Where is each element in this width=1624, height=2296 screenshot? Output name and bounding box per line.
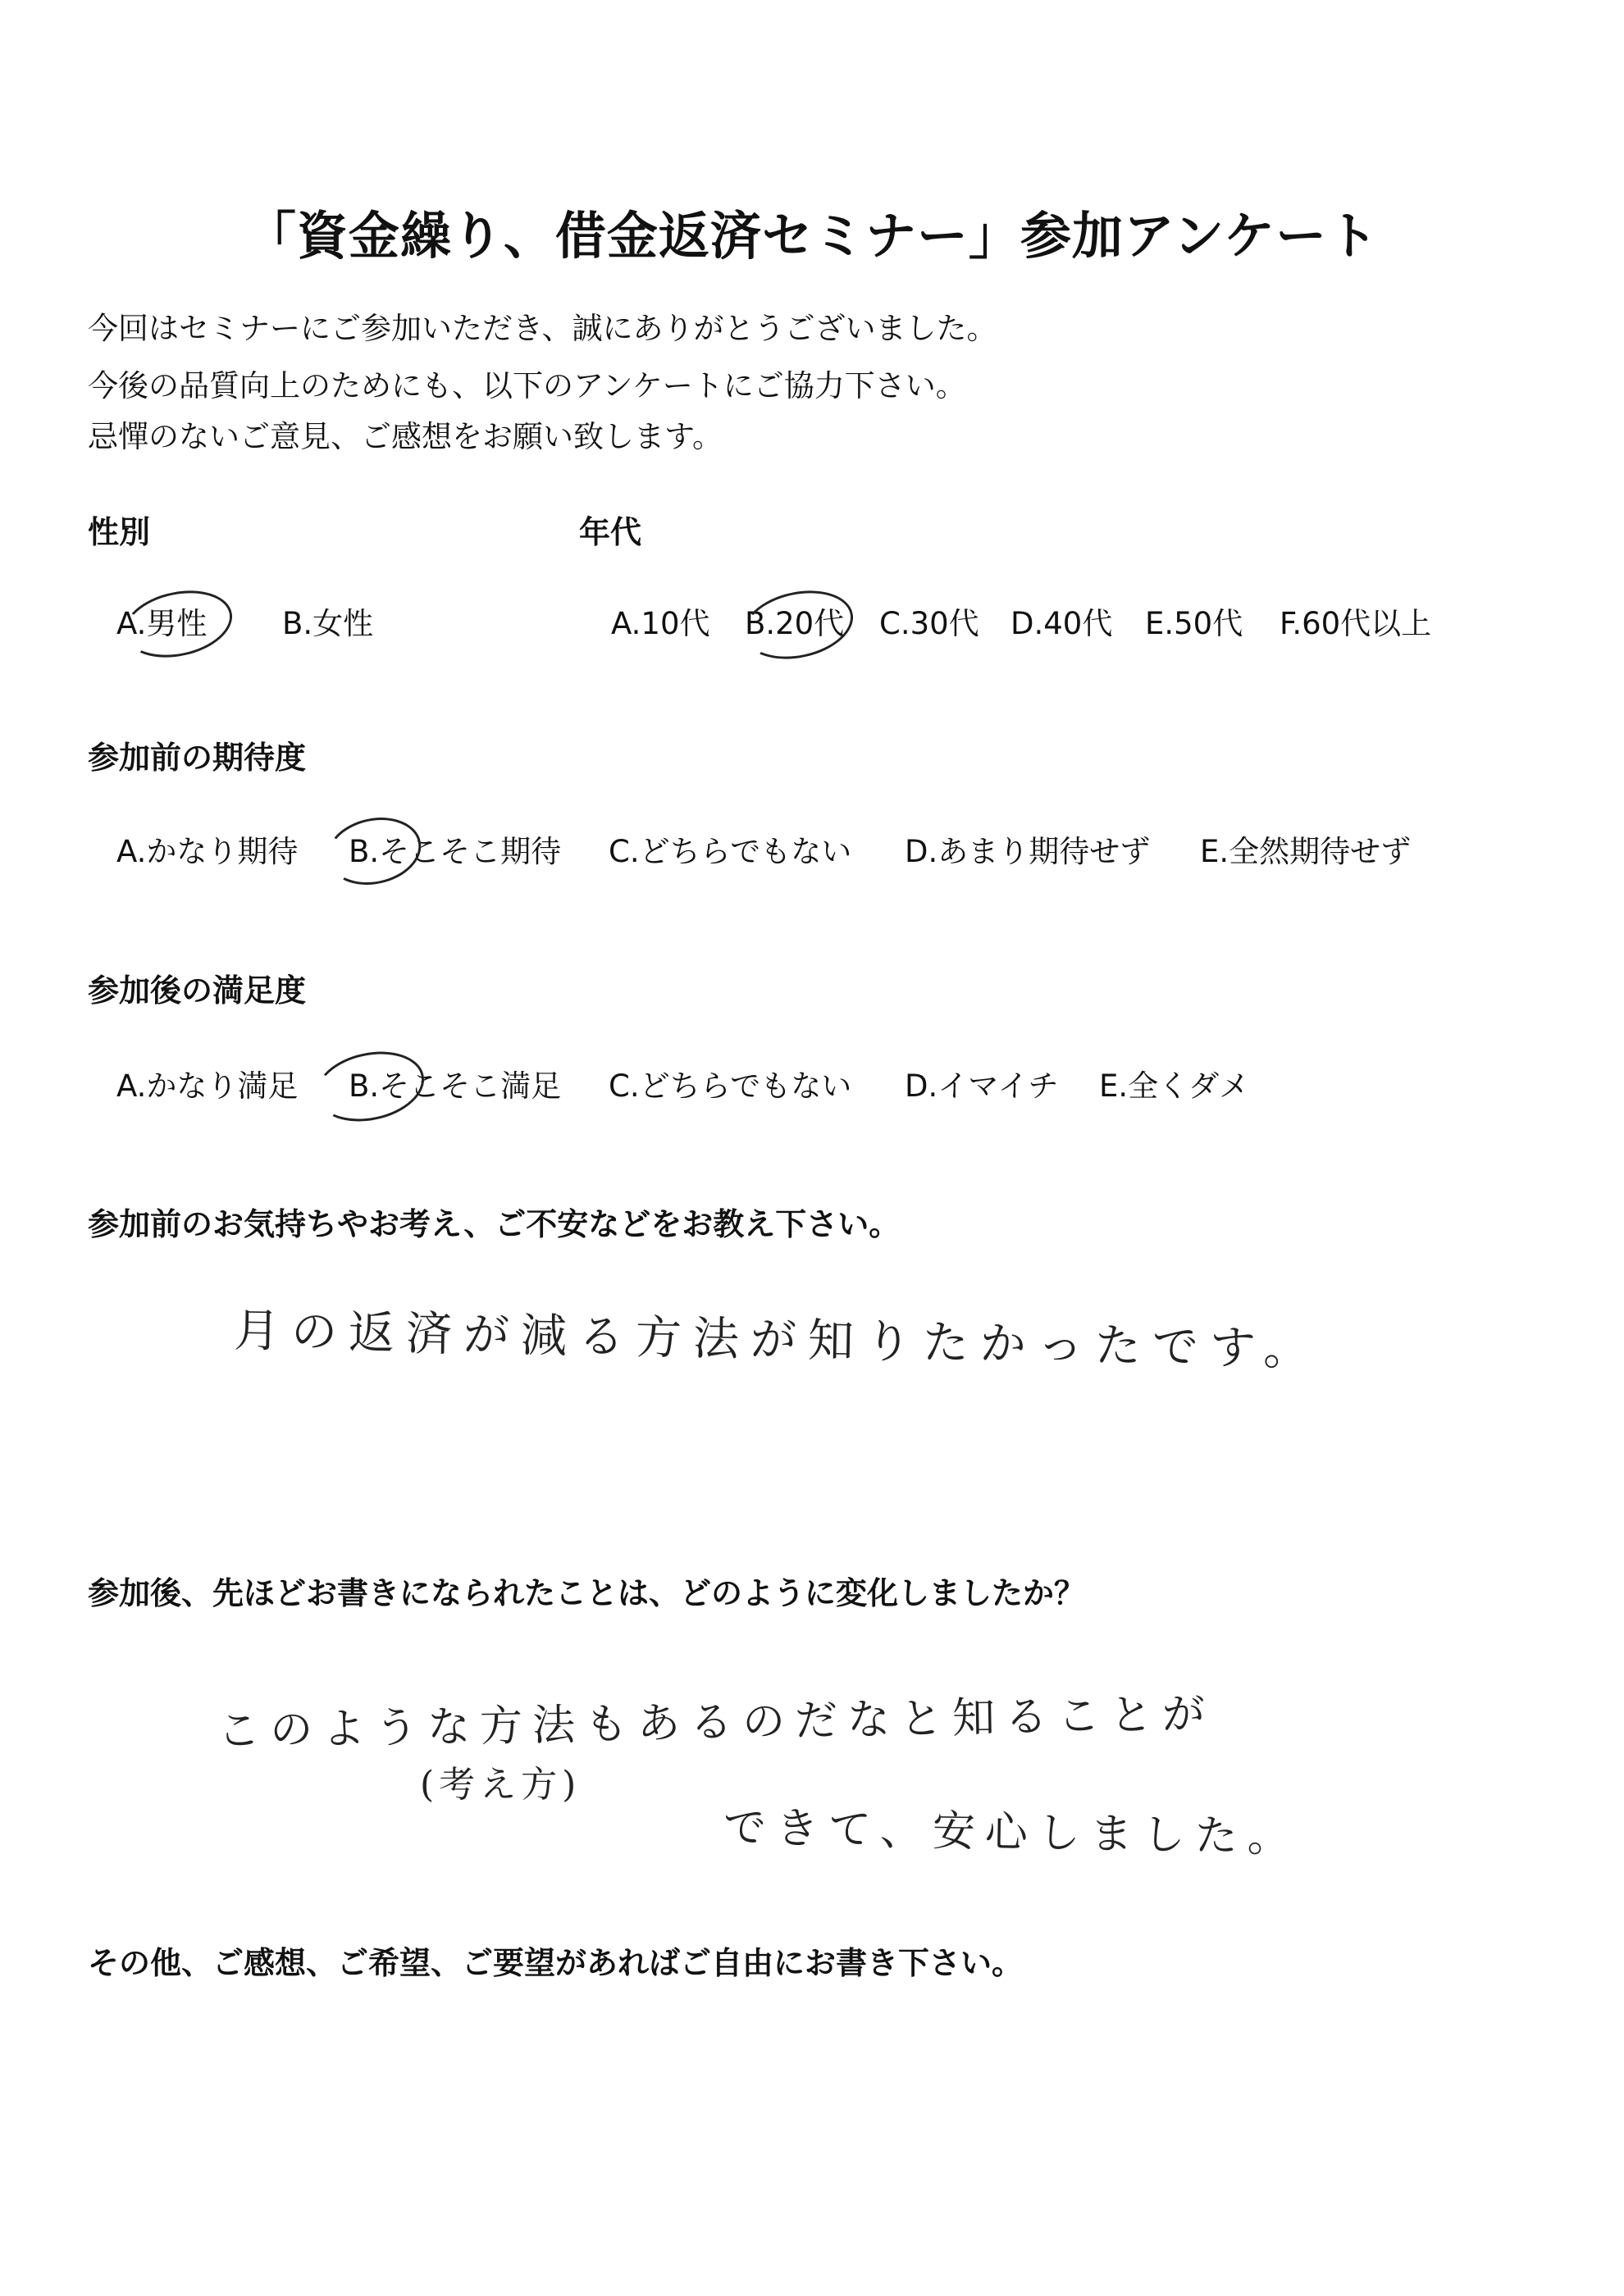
question-after-label: 参加後、先ほどお書きになられたことは、どのように変化しましたか？ xyxy=(88,1575,1086,1611)
answer-before-handwritten[interactable]: 月の返済が減る方法が知りたかったです。 xyxy=(233,1304,1321,1377)
selection-circle xyxy=(117,581,238,667)
satisfaction-option-d[interactable]: D.イマイチ xyxy=(905,1068,1059,1104)
selection-circle xyxy=(737,581,860,669)
age-option-60s-plus[interactable]: F.60代以上 xyxy=(1280,606,1432,641)
age-option-40s[interactable]: D.40代 xyxy=(1010,606,1113,641)
age-label: 年代 xyxy=(579,514,642,550)
intro-line-3: 忌憚のないご意見、ご感想をお願い致します。 xyxy=(88,419,723,454)
gender-label: 性別 xyxy=(88,514,151,550)
age-option-50s[interactable]: E.50代 xyxy=(1145,606,1243,641)
selection-circle xyxy=(309,1042,431,1131)
age-option-20s[interactable]: B.20代 xyxy=(745,606,845,641)
expectation-option-b[interactable]: B.そこそこ期待 xyxy=(349,834,562,869)
expectation-option-d[interactable]: D.あまり期待せず xyxy=(905,834,1151,869)
gender-option-male[interactable]: A.男性 xyxy=(116,606,208,641)
expectation-option-a[interactable]: A.かなり期待 xyxy=(116,834,299,869)
satisfaction-option-c[interactable]: C.どちらでもない xyxy=(609,1068,852,1104)
age-option-10s[interactable]: A.10代 xyxy=(611,606,710,641)
answer-after-line-1[interactable]: このような方法もあるのだなと知ることが xyxy=(217,1689,1216,1756)
satisfaction-option-a[interactable]: A.かなり満足 xyxy=(116,1068,299,1104)
answer-after-note: (考え方) xyxy=(420,1764,582,1806)
selection-circle xyxy=(321,809,427,893)
age-option-30s[interactable]: C.30代 xyxy=(879,606,979,641)
satisfaction-label: 参加後の満足度 xyxy=(88,973,307,1009)
satisfaction-option-b[interactable]: B.そこそこ満足 xyxy=(349,1068,562,1104)
expectation-option-c[interactable]: C.どちらでもない xyxy=(609,834,852,869)
page-title: 「資金繰り、借金返済セミナー」参加アンケート xyxy=(244,206,1380,266)
question-before-label: 参加前のお気持ちやお考え、ご不安などをお教え下さい。 xyxy=(88,1206,901,1242)
intro-line-1: 今回はセミナーにご参加いただき、誠にありがとうございました。 xyxy=(88,311,997,346)
intro-line-2: 今後の品質向上のためにも、以下のアンケートにご協力下さい。 xyxy=(88,368,966,403)
satisfaction-option-e[interactable]: E.全くダメ xyxy=(1099,1068,1250,1104)
gender-option-female[interactable]: B.女性 xyxy=(282,606,374,641)
answer-after-line-2[interactable]: できて、安心しました。 xyxy=(723,1802,1301,1863)
expectation-option-e[interactable]: E.全然期待せず xyxy=(1200,834,1412,869)
expectation-label: 参加前の期待度 xyxy=(88,740,307,776)
question-other-label: その他、ご感想、ご希望、ご要望があればご自由にお書き下さい。 xyxy=(88,1945,1024,1981)
answer-other-area[interactable] xyxy=(88,2001,1531,2247)
